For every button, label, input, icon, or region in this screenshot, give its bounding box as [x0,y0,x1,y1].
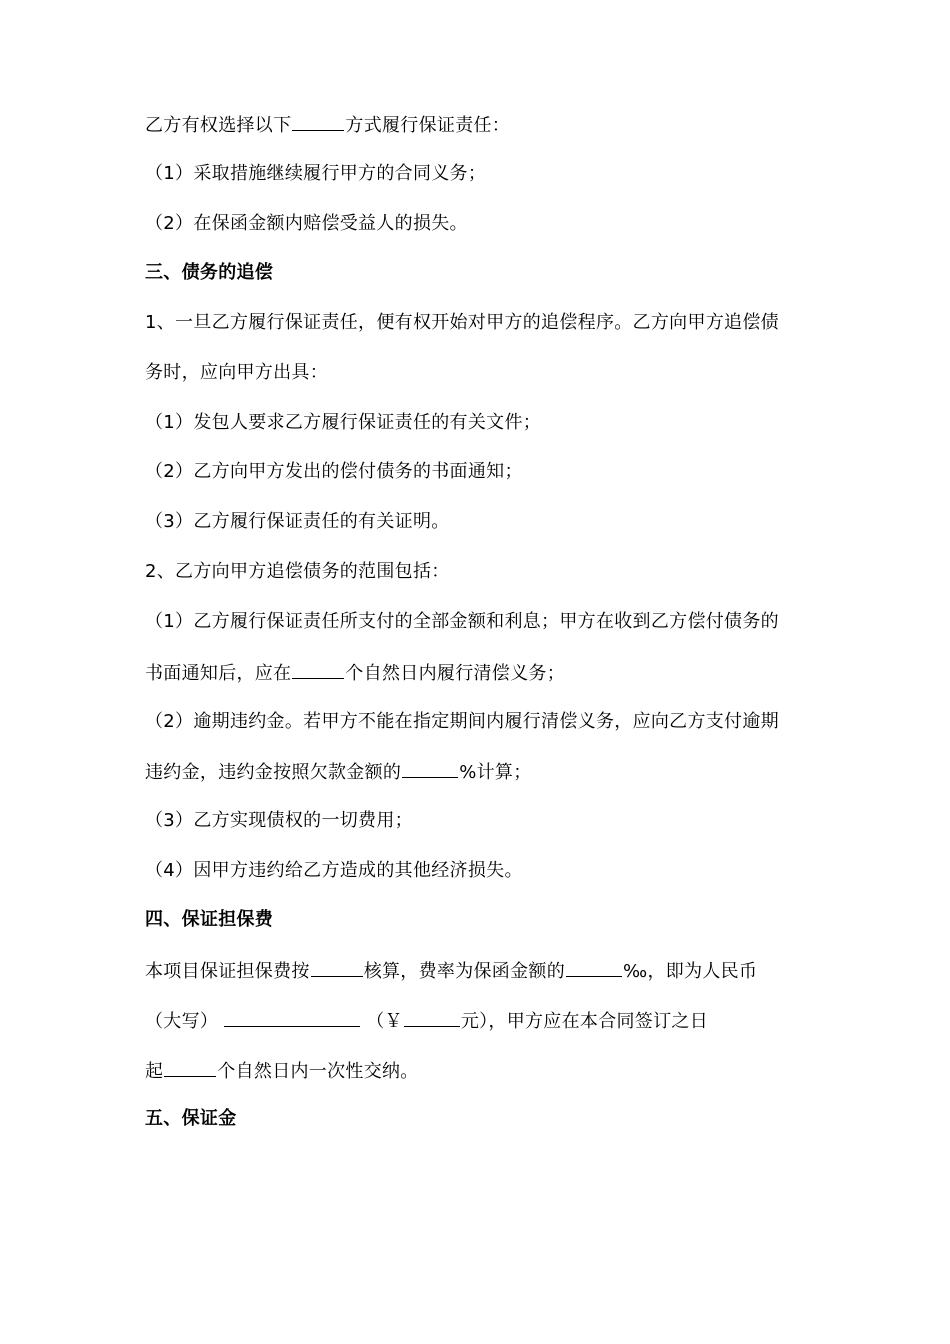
text-segment: （1）发包人要求乙方履行保证责任的有关文件； [145,412,542,433]
fill-in-blank [164,1058,216,1077]
text-segment: （1）乙方履行保证责任所支付的全部金额和利息；甲方在收到乙方偿付债务的 [145,611,779,632]
fill-in-blank [292,112,344,131]
text-segment: 1、一旦乙方履行保证责任，便有权开始对甲方的追偿程序。乙方向甲方追偿债 [145,312,779,333]
section-heading [145,1107,237,1131]
list-item [145,162,486,186]
text-segment: %计算； [459,762,532,783]
list-item [145,710,779,734]
text-segment: 2、乙方向甲方追偿债务的范围包括： [145,561,450,582]
text-segment: （1）采取措施继续履行甲方的合同义务； [145,163,487,184]
section-heading [145,908,273,932]
text-line [145,560,450,584]
text-segment: 违约金，违约金按照欠款金额的 [145,762,402,783]
text-line [145,660,565,686]
text-segment: （大写） [145,1011,219,1032]
list-item [145,510,450,534]
list-item [145,809,413,833]
text-segment: （￥ [366,1011,403,1032]
list-item [145,610,779,634]
heading-text: 四、保证担保费 [145,909,274,930]
fill-in-blank [404,1008,460,1027]
heading-text: 三、债务的追偿 [145,262,274,283]
list-item [145,460,523,484]
text-segment: 元），甲方应在本合同签订之日 [460,1011,709,1032]
text-segment: （2）在保函金额内赔偿受益人的损失。 [145,213,468,234]
heading-text: 五、保证金 [145,1108,237,1129]
text-line [145,1008,708,1034]
fill-in-blank [566,958,622,977]
text-segment: 务时，应向甲方出具： [145,362,328,383]
text-segment: （2）乙方向甲方发出的偿付债务的书面通知； [145,461,523,482]
text-line [145,112,510,138]
text-line [145,361,328,385]
list-item [145,859,523,883]
fill-in-blank [311,958,363,977]
list-item [145,411,541,435]
text-segment: （4）因甲方违约给乙方造成的其他经济损失。 [145,860,523,881]
fill-in-blank [292,660,344,679]
text-line [145,759,532,785]
text-segment: 本项目保证担保费按 [145,961,310,982]
list-item [145,212,468,236]
text-segment: 方式履行保证责任： [345,115,511,136]
text-segment: 个自然日内履行清偿义务； [345,663,566,684]
fill-in-blank [224,1008,360,1027]
text-segment: （2）逾期违约金。若甲方不能在指定期间内履行清偿义务，应向乙方支付逾期 [145,711,779,732]
text-segment: 核算，费率为保函金额的 [363,961,566,982]
text-segment: 乙方有权选择以下 [145,115,292,136]
fill-in-blank [402,759,458,778]
text-segment: ‰，即为人民币 [623,961,758,982]
section-heading [145,261,273,285]
text-segment: 书面通知后，应在 [145,663,292,684]
text-segment: 个自然日内一次性交纳。 [217,1061,419,1082]
text-line [145,1058,419,1084]
text-segment: （3）乙方实现债权的一切费用； [145,810,413,831]
text-segment: （3）乙方履行保证责任的有关证明。 [145,511,450,532]
text-segment: 起 [145,1061,164,1082]
text-line [145,311,779,335]
text-line [145,958,757,984]
